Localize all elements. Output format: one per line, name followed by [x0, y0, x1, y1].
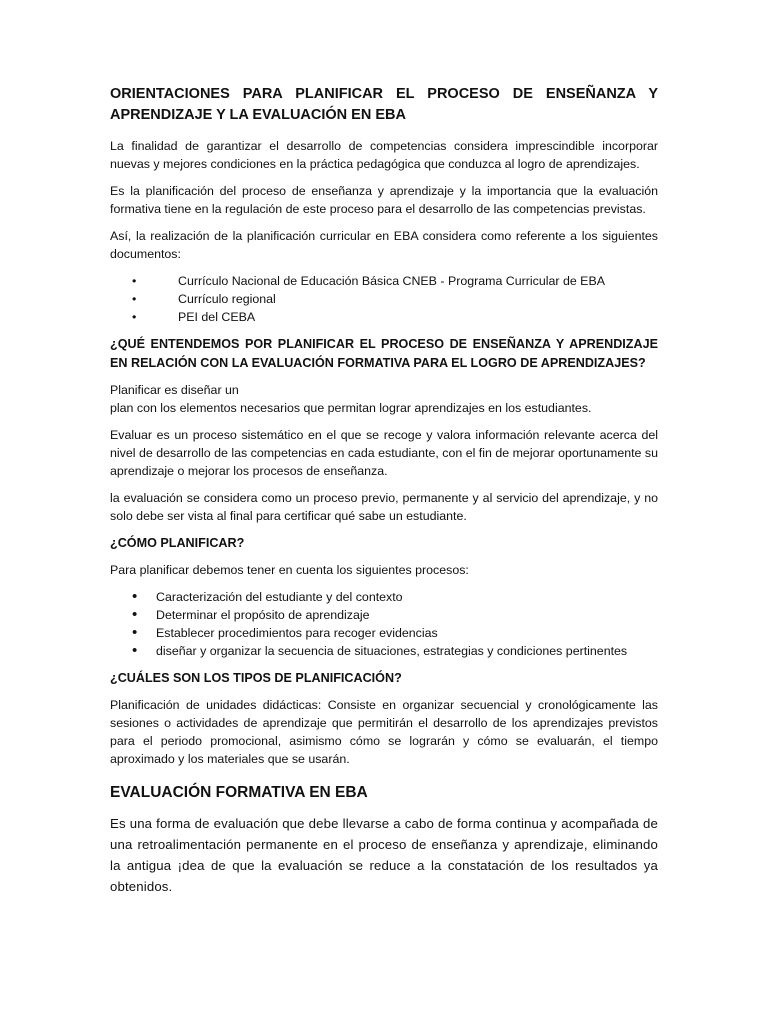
section-heading-evaluacion-formativa: EVALUACIÓN FORMATIVA EN EBA [110, 784, 368, 801]
list-item: • Currículo regional [110, 290, 658, 308]
list-item: • Caracterización del estudiante y del contexto [110, 588, 658, 606]
planificar-line-2: plan con los elementos necesarios que permitan lograr aprendizajes en los estudiantes. [110, 401, 592, 415]
intro-paragraph-1: La finalidad de garantizar el desarrollo de competencias considera imprescindible incorporar nuevas y mejores condiciones en la práctica pedagógica que conduzca al logro de aprendizajes. [110, 139, 658, 171]
tipos-paragraph: Planificación de unidades didácticas: Consiste en organizar secuencial y cronológicamente las sesiones o actividades de aprendizaje que permitirán el desarrollo de los aprendizajes previstos para el periodo promocional, asimismo cómo se lograrán y cómo se evaluarán, el tiempo aproximado y los materiales que se usarán. [110, 698, 658, 766]
list-item: • Currículo Nacional de Educación Básica CNEB - Programa Curricular de EBA [110, 272, 658, 290]
section-heading-como-planificar: ¿CÓMO PLANIFICAR? [110, 536, 245, 550]
document-title: ORIENTACIONES PARA PLANIFICAR EL PROCESO DE ENSEÑANZA Y APRENDIZAJE Y LA EVALUACIÓN EN EBA [110, 86, 658, 123]
reference-documents-list [110, 272, 658, 326]
planificar-definition [110, 381, 658, 417]
planificar-line-1: Planificar es diseñar un [110, 383, 239, 397]
evaluacion-paragraph: la evaluación se considera como un proceso previo, permanente y al servicio del aprendizaje, y no solo debe ser vista al final para certificar qué sabe un estudiante. [110, 491, 658, 523]
evaluacion-formativa-paragraph: Es una forma de evaluación que debe llevarse a cabo de forma continua y acompañada de una retroalimentación permanente en el proceso de enseñanza y aprendizaje, eliminando la antigua ¡dea de que la evaluación se reduce a la constatación de los resultados ya obtenidos. [110, 816, 658, 894]
list-item: • Determinar el propósito de aprendizaje [110, 606, 658, 624]
evaluar-definition: Evaluar es un proceso sistemático en el que se recoge y valora información relevante acerca del nivel de desarrollo de las competencias en cada estudiante, con el fin de mejorar oportunamente su aprendizaje o mejorar los procesos de enseñanza. [110, 428, 658, 478]
section-heading-planificar: ¿QUÉ ENTENDEMOS POR PLANIFICAR EL PROCESO DE ENSEÑANZA Y APRENDIZAJE EN RELACIÓN CON LA EVALUACIÓN FORMATIVA PARA EL LOGRO DE APRENDIZAJES? [110, 337, 658, 370]
list-item: • PEI del CEBA [110, 308, 658, 326]
list-item: • Establecer procedimientos para recoger evidencias [110, 624, 658, 642]
section-heading-tipos: ¿CUÁLES SON LOS TIPOS DE PLANIFICACIÓN? [110, 671, 402, 685]
procesos-intro: Para planificar debemos tener en cuenta los siguientes procesos: [110, 563, 469, 577]
procesos-list [110, 588, 658, 660]
intro-paragraph-3: Así, la realización de la planificación curricular en EBA considera como referente a los siguientes documentos: [110, 229, 658, 261]
intro-paragraph-2: Es la planificación del proceso de enseñanza y aprendizaje y la importancia que la evaluación formativa tiene en la regulación de este proceso para el desarrollo de las competencias previstas. [110, 184, 658, 216]
list-item: • diseñar y organizar la secuencia de situaciones, estrategias y condiciones pertinentes [110, 642, 658, 660]
